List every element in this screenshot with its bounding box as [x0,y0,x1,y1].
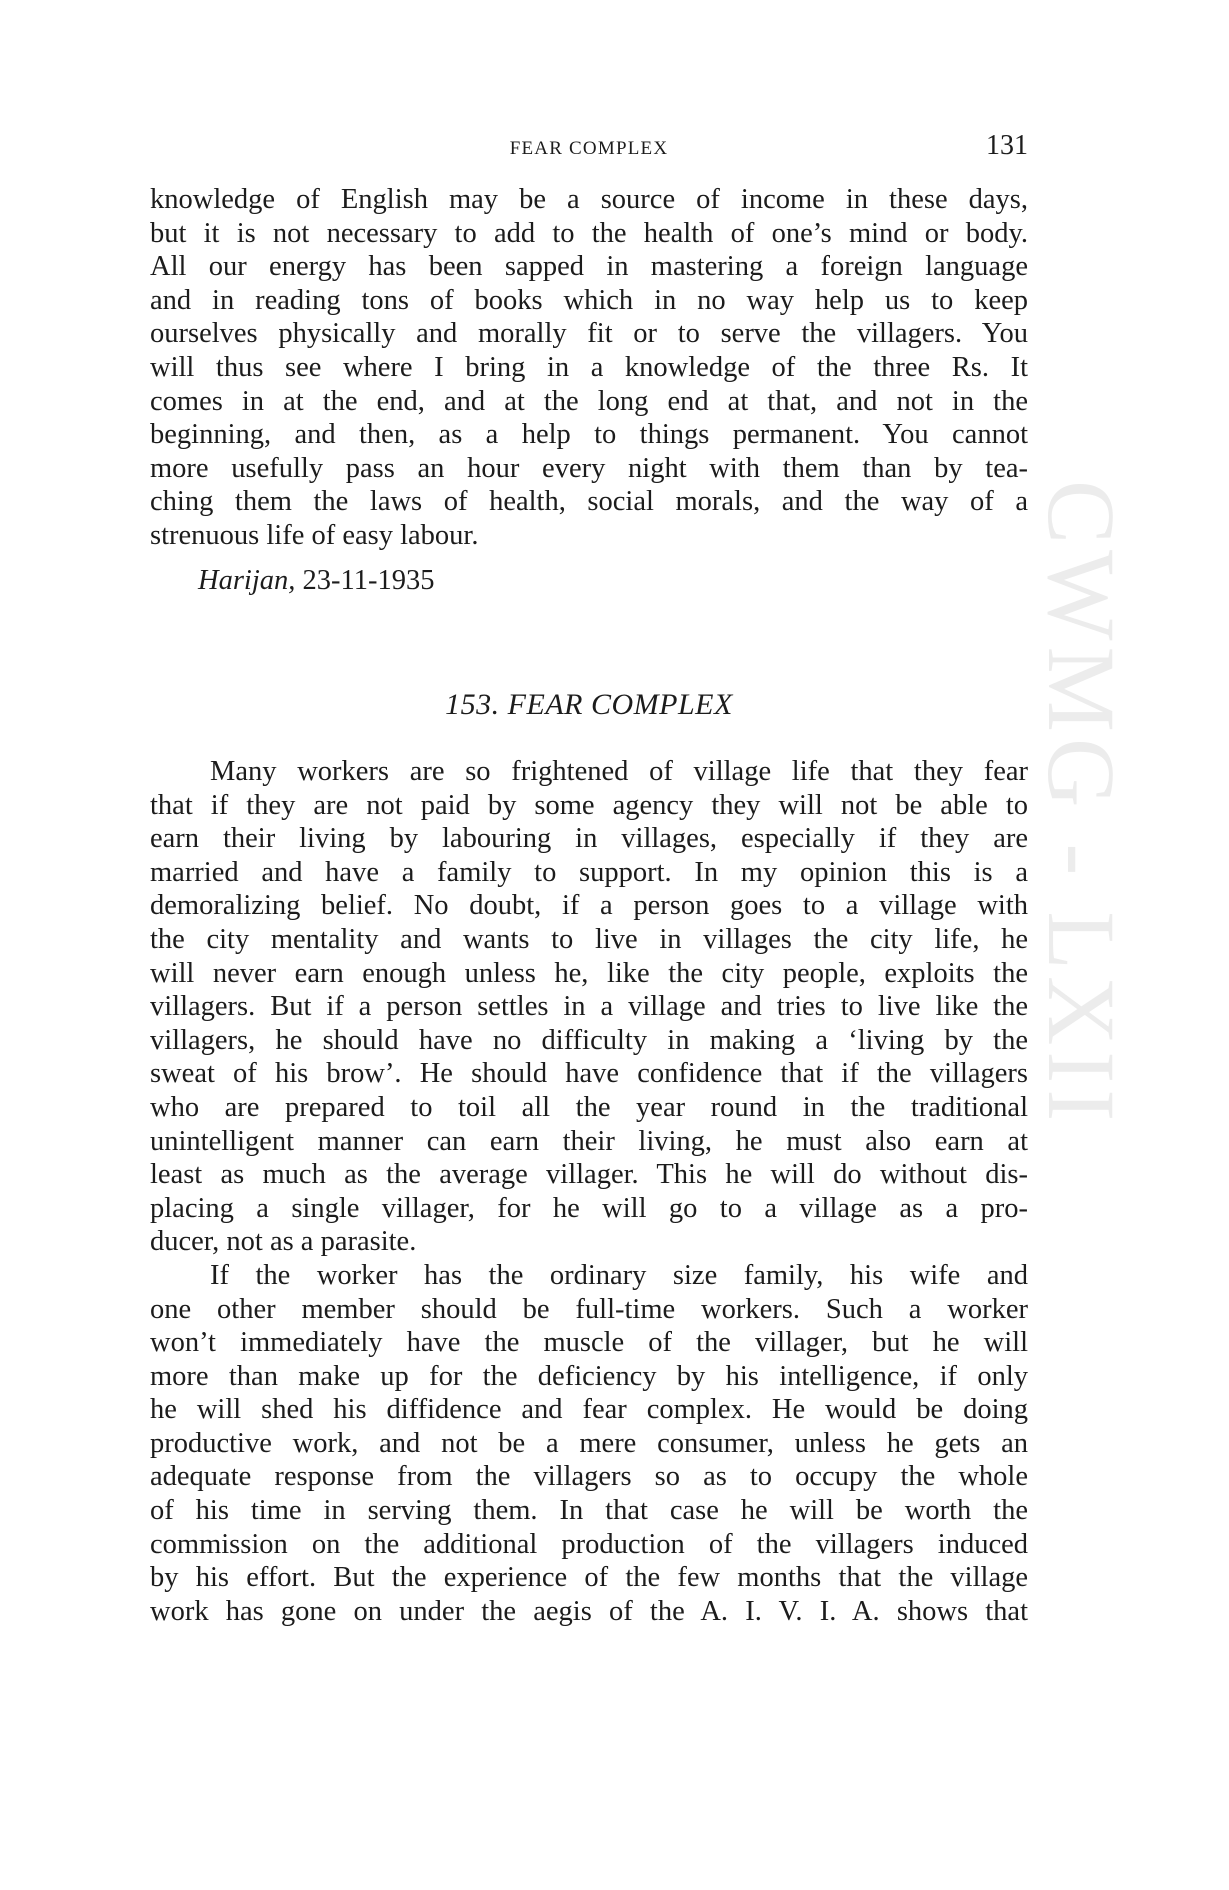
text-line: more usefully pass an hour every night with them than by tea- [150,452,1028,484]
text-line: If the worker has the ordinary size family, his wife and [210,1259,1028,1291]
source-citation [198,565,434,597]
text-line: that if they are not paid by some agency they will not be able to [150,789,1028,821]
text-line: comes in at the end, and at the long end at that, and not in the [150,385,1028,417]
source-date: 23-11-1935 [302,565,435,596]
text-line: villagers. But if a person settles in a village and tries to live like the [150,991,1028,1023]
text-line: productive work, and not be a mere consumer, unless he gets an [150,1427,1028,1459]
text-line: knowledge of English may be a source of income in these days, [150,184,1028,215]
text-line: least as much as the average villager. This he will do without dis- [150,1159,1028,1191]
text-line: earn their living by labouring in villages, especially if they are [150,823,1028,855]
text-line: by his effort. But the experience of the few months that the village [150,1562,1028,1594]
running-title: FEAR COMPLEX [509,138,669,159]
section-body [150,755,1028,1628]
text-line: but it is not necessary to add to the health of one’s mind or body. [150,217,1028,249]
text-line: demoralizing belief. No doubt, if a person goes to a village with [150,890,1028,922]
text-line: work has gone on under the aegis of the A. I. V. I. A. shows that [150,1595,1028,1627]
text-line: ourselves physically and morally fit or to serve the villagers. You [150,318,1028,350]
text-line: Many workers are so frightened of village life that they fear [210,756,1028,787]
running-header [150,130,1028,170]
text-line: of his time in serving them. In that case he will be worth the [150,1495,1028,1527]
text-line: sweat of his brow’. He should have confidence that if the villagers [150,1058,1028,1090]
page-number: 131 [986,130,1028,161]
text-line: ducer, not as a parasite. [150,1226,417,1258]
text-line: ching them the laws of health, social morals, and the way of a [150,486,1028,518]
text-line: and in reading tons of books which in no way help us to keep [150,284,1028,316]
continuation-paragraph [150,183,1028,553]
text-line: unintelligent manner can earn their living, he must also earn at [150,1125,1028,1157]
text-line: the city mentality and wants to live in villages the city life, he [150,923,1028,955]
text-line: more than make up for the deficiency by his intelligence, if only [150,1360,1028,1392]
text-line: placing a single villager, for he will go to a village as a pro- [150,1192,1028,1224]
text-line: will thus see where I bring in a knowledge of the three Rs. It [150,351,1028,383]
text-line: will never earn enough unless he, like the city people, exploits the [150,957,1028,989]
text-line: All our energy has been sapped in mastering a foreign language [150,251,1028,283]
text-line: villagers, he should have no difficulty in making a ‘living by the [150,1024,1028,1056]
text-line: beginning, and then, as a help to things permanent. You cannot [150,419,1028,451]
text-line: who are prepared to toil all the year round in the traditional [150,1091,1028,1123]
text-line: one other member should be full-time workers. Such a worker [150,1293,1028,1325]
section-heading: 153. FEAR COMPLEX [445,688,733,721]
text-line: won’t immediately have the muscle of the villager, but he will [150,1327,1028,1359]
text-line: commission on the additional production of the villagers induced [150,1528,1028,1560]
text-line: strenuous life of easy labour. [150,519,479,551]
text-line: he will shed his diffidence and fear complex. He would be doing [150,1394,1028,1426]
text-line: adequate response from the villagers so as to occupy the whole [150,1461,1028,1493]
watermark: CWMG - LXII [1028,480,1135,1128]
source-publication: Harijan, [198,565,296,596]
text-line: married and have a family to support. In my opinion this is a [150,856,1028,888]
